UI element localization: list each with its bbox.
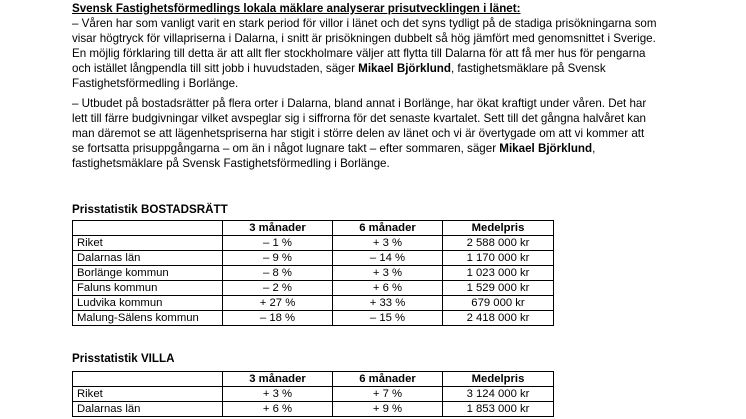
paragraph-line: – Våren har som vanligt varit en stark period för villor i länet och det syns tydligt på de stadiga prisökningarna som (72, 17, 657, 30)
cell-region: Faluns kommun (73, 281, 223, 296)
paragraph-text: och istället långpendla till sitt jobb i huvudstaden, säger (72, 62, 359, 75)
table-header-row (73, 372, 554, 387)
paragraph-text: , (592, 142, 596, 155)
cell-3-months: – 9 % (223, 251, 333, 266)
table-row (73, 311, 554, 326)
table-row (73, 387, 554, 402)
paragraph-line: visar högtryck för villapriserna i Dalarna, i snitt är prisökningen dubbelt så hög jämfört med genomsnittet i Sverige. (72, 32, 656, 45)
paragraph-line (72, 141, 682, 156)
column-header: Medelpris (443, 372, 554, 387)
table-row (73, 402, 554, 417)
table-row (73, 266, 554, 281)
table-header-row (73, 221, 554, 236)
cell-average-price: 1 529 000 kr (443, 281, 554, 296)
column-header: Medelpris (443, 221, 554, 236)
cell-3-months: – 2 % (223, 281, 333, 296)
agent-name: Mikael Björklund (499, 142, 593, 155)
paragraph-line: lett till färre budgivningar vilket avspeglar sig i siffrorna för det senaste kvartalet. Sett till det gångna halvåret kan (72, 112, 646, 125)
cell-average-price: 2 588 000 kr (443, 236, 554, 251)
cell-6-months: – 15 % (333, 311, 443, 326)
paragraph-bostadsratt-analysis (72, 96, 682, 171)
paragraph-villa-analysis (72, 16, 682, 91)
table-title-villa: Prisstatistik VILLA (72, 352, 175, 365)
table-row (73, 281, 554, 296)
cell-region: Dalarnas län (73, 402, 223, 417)
column-header: 3 månader (223, 372, 333, 387)
paragraph-text: , fastighetsmäklare på Svensk (450, 62, 606, 75)
column-header: 3 månader (223, 221, 333, 236)
cell-6-months: + 6 % (333, 281, 443, 296)
column-header: 6 månader (333, 372, 443, 387)
cell-region: Riket (73, 236, 223, 251)
table-row (73, 251, 554, 266)
cell-average-price: 1 170 000 kr (443, 251, 554, 266)
cell-6-months: + 3 % (333, 236, 443, 251)
cell-6-months: – 14 % (333, 251, 443, 266)
agent-name: Mikael Björklund (358, 62, 451, 75)
table-row (73, 296, 554, 311)
cell-average-price: 3 124 000 kr (443, 387, 554, 402)
cell-3-months: – 1 % (223, 236, 333, 251)
price-table-bostadsratt (72, 220, 554, 326)
cell-3-months: + 3 % (223, 387, 333, 402)
cell-3-months: + 6 % (223, 402, 333, 417)
cell-region: Ludvika kommun (73, 296, 223, 311)
cell-6-months: + 7 % (333, 387, 443, 402)
cell-6-months: + 33 % (333, 296, 443, 311)
column-header (73, 372, 223, 387)
document-heading: Svensk Fastighetsförmedlings lokala mäklare analyserar prisutvecklingen i länet: (72, 2, 521, 15)
paragraph-line: Fastighetsförmedling i Borlänge. (72, 77, 239, 90)
paragraph-line (72, 61, 682, 76)
cell-average-price: 1 023 000 kr (443, 266, 554, 281)
cell-region: Borlänge kommun (73, 266, 223, 281)
cell-region: Dalarnas län (73, 251, 223, 266)
cell-region: Riket (73, 387, 223, 402)
paragraph-text: se fortsatta prisuppgångarna – om än i något lugnare takt – efter sommaren, säger (72, 142, 500, 155)
paragraph-line: En möjlig förklaring till detta är att allt fler stockholmare väljer att flytta till Dalarna för att få mer hus för pengarna (72, 47, 646, 60)
cell-region: Malung-Sälens kommun (73, 311, 223, 326)
cell-average-price: 2 418 000 kr (443, 311, 554, 326)
cell-3-months: – 18 % (223, 311, 333, 326)
paragraph-line: fastighetsmäklare på Svensk Fastighetsförmedling i Borlänge. (72, 157, 390, 170)
table-title-bostadsratt: Prisstatistik BOSTADSRÄTT (72, 203, 228, 216)
column-header (73, 221, 223, 236)
cell-3-months: – 8 % (223, 266, 333, 281)
column-header: 6 månader (333, 221, 443, 236)
cell-3-months: + 27 % (223, 296, 333, 311)
cell-average-price: 679 000 kr (443, 296, 554, 311)
table-row (73, 236, 554, 251)
cell-average-price: 1 853 000 kr (443, 402, 554, 417)
cell-6-months: + 3 % (333, 266, 443, 281)
paragraph-line: – Utbudet på bostadsrätter på flera orter i Dalarna, bland annat i Borlänge, har ökat kraftigt under våren. Det har (72, 97, 647, 110)
cell-6-months: + 9 % (333, 402, 443, 417)
paragraph-line: man däremot se att lägenhetspriserna har stigit i större delen av länet och vi är övertygade om att vi kommer att (72, 127, 645, 140)
price-table-villa (72, 371, 554, 417)
